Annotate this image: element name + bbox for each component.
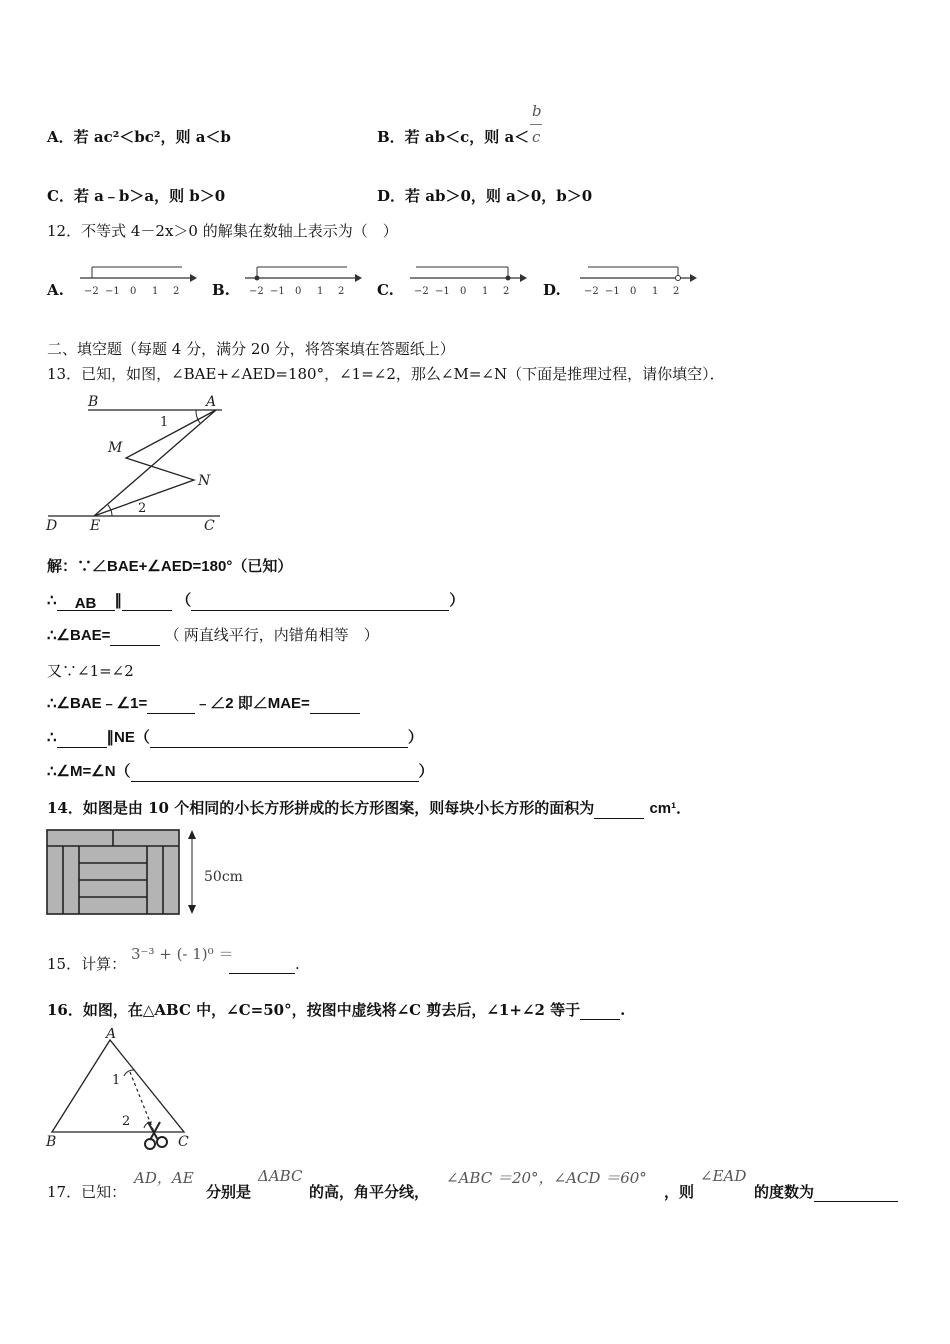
q12-numberline-b [243,256,363,300]
q11-option-b-text: B．若 ab＜c，则 a＜ [377,128,530,146]
q17-text-1: 分别是 [206,1183,252,1201]
q13-line5 [47,694,360,714]
tick-label: −1 [605,286,620,297]
q17-prefix: 17．已知： [47,1183,127,1201]
q17-text-2: 的高，角平分线， [309,1183,430,1201]
q16-figure [44,1028,204,1152]
q11-option-d: D．若 ab＞0，则 a＞0，b＞0 [377,187,593,205]
label-n: N [198,473,211,489]
q12-numberline-c [408,256,528,300]
q14-stem-text: 14．如图是由 10 个相同的小长方形拼成的长方形图案，则每块小长方形的面积为 [47,799,595,817]
tick-label: 2 [503,286,510,297]
label-c: C [178,1134,189,1150]
tick-label: 2 [338,286,345,297]
q13-blank-7[interactable] [131,765,419,782]
tick-label: −2 [84,286,99,297]
q14-unit: cm¹． [649,800,692,817]
label-m: M [108,440,123,456]
q17-math-ead: ∠EAD [700,1167,747,1185]
q15-stem: 15．计算： [47,955,127,973]
q16-stem [47,1000,625,1020]
q17-text-4 [754,1182,898,1202]
q16-answer-blank[interactable] [580,1003,620,1020]
label-a: A [206,394,217,410]
tick-label: 0 [130,286,137,297]
q16-tail: . [620,1001,626,1019]
label-e: E [90,518,101,534]
q13-line3 [47,626,379,646]
q13-line2-pre: ∴ [47,592,57,609]
q13-ab-text: AB [74,595,97,612]
q12-label-d: D. [543,281,561,299]
tick-label: −1 [105,286,120,297]
q13-blank-angle[interactable] [110,629,160,646]
label-angle-1: 1 [160,415,169,430]
q11-option-b-fraction-denominator: c [532,128,541,146]
q15-tail: . [295,955,300,973]
q13-stem [47,364,725,384]
q11-option-c: C．若 a﹣b＞a，则 b＞0 [47,187,226,205]
q13-line6 [47,728,423,748]
tick-label: −2 [414,286,429,297]
q13-line2 [47,591,464,611]
q12-label-c: C. [377,281,394,299]
q17-text-4-content: 的度数为 [754,1183,815,1201]
q13-blank-6b[interactable] [150,731,408,748]
label-d: D [46,518,58,534]
tick-label: 1 [482,286,489,297]
q15-answer-blank[interactable] [229,957,295,974]
q12-label-b: B. [212,281,230,299]
tick-label: −1 [270,286,285,297]
q13-line2-parallel: ∥ [114,592,123,609]
q13-line5-pre: ∴∠BAE﹣∠1= [47,695,148,712]
q13-line3-reason: （ 两直线平行，内错角相等 ） [164,627,379,644]
q12-stem: 12．不等式 4－2x＞0 的解集在数轴上表示为（ ） [47,222,398,240]
q13-line2-close: ） [449,592,465,609]
q15-expression: 3⁻³ + (- 1)⁰ ＝ [131,945,234,963]
tick-label: 0 [295,286,302,297]
tick-label: 1 [317,286,324,297]
q13-line7-end: ） [418,763,434,780]
q14-answer-blank[interactable] [594,802,644,819]
q11-fraction-bar [530,124,542,125]
q14-figure [46,829,256,917]
q13-blank-parallel[interactable] [122,594,172,611]
q13-line5-mid: ﹣∠2 即∠MAE= [195,695,310,712]
label-angle-1: 1 [112,1073,121,1088]
q17-math-ad-ae: AD，AE [134,1169,194,1187]
section-title: 二、填空题（每题 4 分，满分 20 分，将答案填在答题纸上） [47,340,455,358]
q17-math-triangle: ΔABC [258,1167,303,1185]
tick-label: 2 [173,286,180,297]
q13-blank-reason1[interactable] [191,594,449,611]
q11-option-b-fraction-numerator: b [532,102,542,120]
label-a: A [106,1028,117,1042]
label-angle-2: 2 [138,501,147,516]
q15-answer [229,954,300,974]
q13-line7-pre: ∴∠M=∠N（ [47,763,131,780]
q13-blank-ab[interactable] [57,594,115,611]
label-angle-2: 2 [122,1114,131,1129]
q11-option-b [377,127,529,147]
tick-label: −1 [435,286,450,297]
q13-line2-open: （ [176,592,192,609]
q13-line6-mid: ∥NE（ [106,729,150,746]
q17-math-angles: ∠ABC ＝20°，∠ACD ＝60° [446,1169,647,1187]
q13-line1: 解：∵∠BAE+∠AED=180°（已知） [47,558,293,575]
q11-option-a: A．若 ac²＜bc²，则 a＜b [47,128,231,146]
q13-line3-pre: ∴∠BAE= [47,627,111,644]
q12-numberline-d [578,256,698,300]
label-b: B [46,1134,57,1150]
tick-label: 1 [652,286,659,297]
label-c: C [204,518,215,534]
tick-label: 0 [630,286,637,297]
tick-label: 1 [152,286,159,297]
q17-text-3: ，则 [664,1183,695,1201]
tick-label: 2 [673,286,680,297]
q12-numberline-a [78,256,198,300]
scissors-icon [145,1122,167,1149]
tick-label: 0 [460,286,467,297]
q12-label-a: A. [47,281,64,299]
q14-stem [47,798,691,819]
q13-line6-end: ） [407,729,423,746]
q14-dimension-label: 50cm [204,869,243,885]
q17-answer-blank[interactable] [814,1185,898,1202]
q13-blank-6a[interactable] [57,731,107,748]
tick-label: −2 [249,286,264,297]
q13-stem-text: 13．已知，如图，∠BAE+∠AED=180°，∠1=∠2，那么∠M=∠N（下面是推理过程，请你填空）． [47,365,725,383]
q13-line7 [47,762,434,782]
q13-figure [44,390,244,535]
q13-blank-5a[interactable] [147,697,195,714]
tick-label: −2 [584,286,599,297]
q13-blank-5b[interactable] [310,697,360,714]
q16-stem-text: 16．如图，在△ABC 中，∠C=50°，按图中虚线将∠C 剪去后，∠1+∠2 等于 [47,1001,581,1019]
q13-line4: 又∵∠1=∠2 [47,662,134,680]
q13-line6-pre: ∴ [47,729,57,746]
label-b: B [88,394,99,410]
